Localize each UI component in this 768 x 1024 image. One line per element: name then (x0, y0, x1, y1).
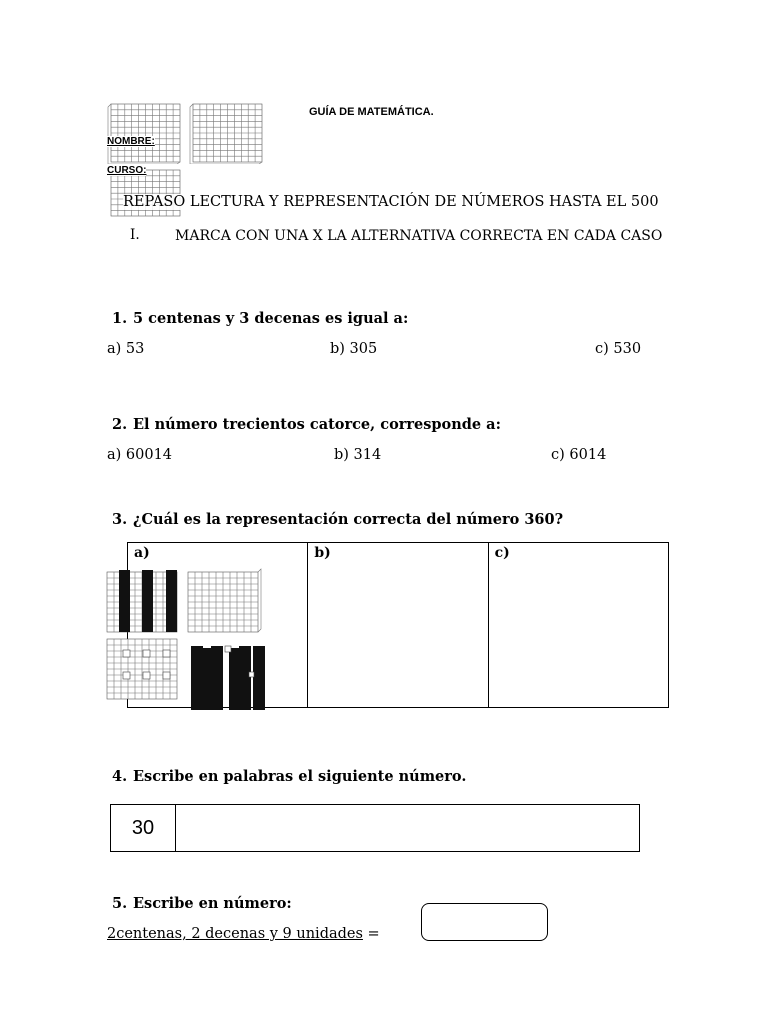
hundreds-block-icon (107, 102, 182, 164)
q4-text: Escribe en palabras el siguiente número. (133, 768, 467, 785)
q3-option-b-label: b) (314, 545, 331, 561)
page-title: GUÍA DE MATEMÁTICA. (309, 106, 434, 118)
q5-text: Escribe en número: (133, 895, 292, 912)
q5-equals: = (367, 926, 380, 942)
section-roman-numeral: I. (130, 227, 140, 243)
q2-number: 2. (112, 416, 128, 433)
q3-option-b-cell[interactable] (308, 543, 488, 708)
hundreds-block-icon (189, 102, 264, 164)
q4-number-value: 30 (111, 805, 176, 851)
section-instruction: MARCA CON UNA X LA ALTERNATIVA CORRECTA EN CADA CASO (175, 228, 663, 244)
q5-expression-line (107, 926, 380, 942)
q3-option-c-cell[interactable] (488, 543, 668, 708)
q1-text: 5 centenas y 3 decenas es igual a: (133, 310, 409, 327)
curso-label: CURSO: (107, 165, 147, 176)
q2-option-a[interactable]: a) 60014 (107, 447, 173, 463)
nombre-label: NOMBRE: (107, 136, 155, 147)
q2-option-c[interactable]: c) 6014 (551, 447, 607, 463)
q3-number: 3. (112, 511, 128, 528)
q2-option-b[interactable]: b) 314 (334, 447, 382, 463)
q5-number: 5. (112, 895, 128, 912)
q5-expression: 2centenas, 2 decenas y 9 unidades (107, 926, 363, 942)
q3-text: ¿Cuál es la representación correcta del número 360? (133, 511, 564, 528)
section-heading (123, 194, 659, 210)
q5-answer-box[interactable] (421, 903, 548, 941)
q4-answer-box (110, 804, 640, 852)
q4-number: 4. (112, 768, 128, 785)
q1-number: 1. (112, 310, 128, 327)
q4-words-field[interactable] (176, 805, 639, 851)
q1-option-b[interactable]: b) 305 (330, 341, 378, 357)
q1-option-c[interactable]: c) 530 (595, 341, 642, 357)
section-heading-text: REPASO LECTURA Y REPRESENTACIÓN DE NÚMEROS HASTA EL 500 (123, 194, 659, 210)
q3-option-a-label: a) (134, 545, 150, 561)
q2-text: El número trecientos catorce, corresponde a: (133, 416, 501, 433)
base-ten-blocks-icon (105, 568, 270, 713)
q3-option-c-label: c) (494, 545, 510, 561)
q1-option-a[interactable]: a) 53 (107, 341, 145, 357)
